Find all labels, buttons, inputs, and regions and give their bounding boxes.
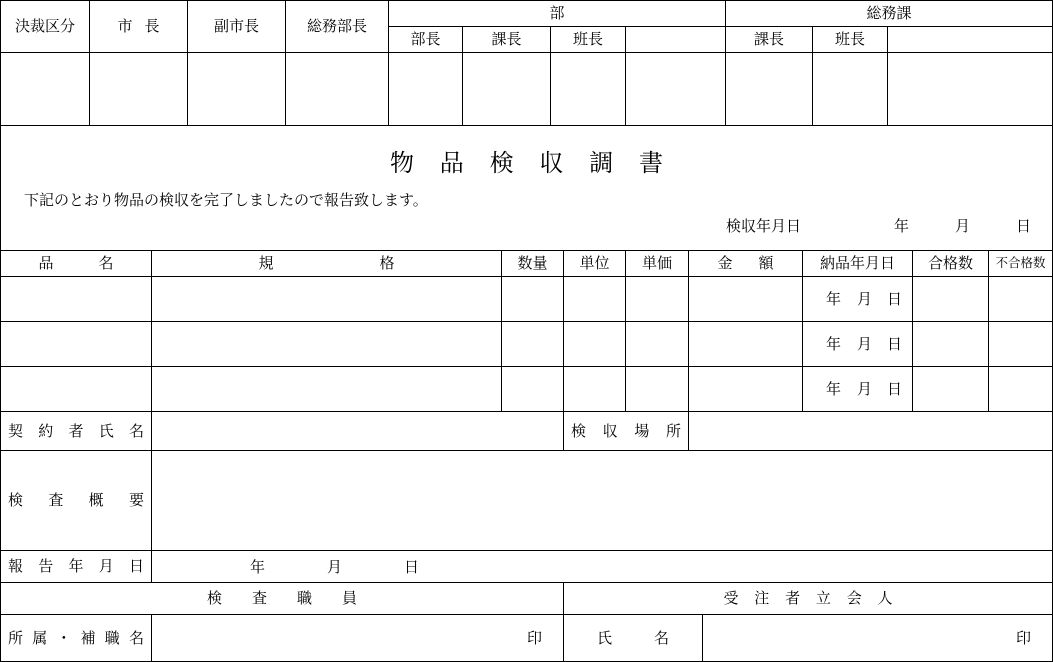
department-head-header: [388, 26, 463, 53]
department-team-leader-label: 班長: [572, 30, 603, 48]
unit-price-cell: [625, 321, 689, 367]
item-name-cell: [0, 276, 152, 322]
document-title: 物 品 検 収 調 書: [390, 149, 663, 177]
contractor-name-header: [0, 411, 152, 451]
passed-count-header: [912, 250, 989, 277]
department-section-chief-stamp-box: [462, 52, 551, 126]
witness-name-label: 氏 名: [597, 628, 669, 647]
delivery-year-unit: 年: [826, 335, 842, 353]
report-date-month-unit: 月: [327, 557, 343, 576]
mayor-header: [89, 0, 188, 53]
unit-price-header: [625, 250, 689, 277]
inspection-date-label: 検収年月日: [726, 217, 802, 235]
department-group-label: 部: [549, 4, 565, 22]
amount-header-label: 金 額: [717, 254, 774, 272]
department-section-chief-header: [462, 26, 551, 53]
failed-count-header: [988, 250, 1053, 277]
delivery-day-unit: 日: [887, 380, 903, 398]
quantity-cell: [501, 366, 564, 412]
quantity-cell: [501, 321, 564, 367]
affiliation-title-header: [0, 614, 152, 662]
report-date-year-unit: 年: [250, 557, 266, 576]
inspector-seal-mark: 印: [526, 629, 542, 647]
failed-count-header-label: 不合格数: [995, 255, 1046, 271]
passed-count-cell: [912, 321, 989, 367]
quantity-header: [501, 250, 564, 277]
division-group-header: [725, 0, 1053, 27]
unit-cell: [563, 276, 626, 322]
quantity-cell: [501, 276, 564, 322]
delivery-year-unit: 年: [826, 290, 842, 308]
delivery-date-cell: [802, 321, 913, 367]
unit-header-label: 単位: [579, 254, 610, 272]
passed-count-header-label: 合格数: [927, 254, 973, 272]
department-head-label: 部長: [410, 30, 441, 48]
unit-cell: [563, 366, 626, 412]
spec-cell: [151, 366, 502, 412]
division-team-leader-label: 班長: [834, 30, 865, 48]
delivery-date-cell: [802, 366, 913, 412]
division-section-chief-header: [725, 26, 813, 53]
amount-cell: [688, 366, 803, 412]
decision-category-stamp-box: [0, 52, 90, 126]
unit-header: [563, 250, 626, 277]
department-group-header: [388, 0, 726, 27]
delivery-date-header: [802, 250, 913, 277]
witness-seal-mark: 印: [1015, 629, 1031, 647]
item-name-header: [0, 250, 152, 277]
unit-price-cell: [625, 276, 689, 322]
delivery-day-unit: 日: [887, 290, 903, 308]
delivery-day-unit: 日: [887, 335, 903, 353]
completion-statement: 下記のとおり物品の検収を完了しましたので報告致します。: [24, 191, 428, 209]
decision-category-header: [0, 0, 90, 53]
division-section-chief-stamp-box: [725, 52, 813, 126]
inspection-date-month-unit: 月: [955, 217, 971, 235]
inspection-overview-label: 検 査 概 要: [8, 491, 144, 509]
report-date-label: 報 告 年 月 日: [8, 557, 144, 575]
spec-cell: [151, 276, 502, 322]
amount-header: [688, 250, 803, 277]
deputy-mayor-header: [187, 0, 286, 53]
division-team-leader-header: [812, 26, 888, 53]
department-head-stamp-box: [388, 52, 463, 126]
quantity-header-label: 数量: [517, 254, 548, 272]
inspection-date-year-unit: 年: [894, 217, 910, 235]
division-section-chief-label: 課長: [753, 30, 784, 48]
spec-header: [151, 250, 502, 277]
item-name-cell: [0, 321, 152, 367]
division-extra-stamp-box: [887, 52, 1053, 126]
report-date-field: [151, 550, 1053, 583]
delivery-date-header-label: 納品年月日: [819, 254, 895, 272]
department-extra-header: [625, 26, 726, 53]
inspection-place-header: [563, 411, 689, 451]
department-extra-stamp-box: [625, 52, 726, 126]
department-team-leader-header: [550, 26, 626, 53]
inspection-place-field: [688, 411, 1053, 451]
amount-cell: [688, 276, 803, 322]
decision-category-label: 決裁区分: [14, 17, 75, 35]
report-date-day-unit: 日: [404, 557, 420, 576]
division-extra-header: [887, 26, 1053, 53]
witness-name-header: [563, 614, 703, 662]
general-affairs-director-header: [285, 0, 389, 53]
item-name-cell: [0, 366, 152, 412]
failed-count-cell: [988, 366, 1053, 412]
unit-price-cell: [625, 366, 689, 412]
department-section-chief-label: 課長: [491, 30, 522, 48]
contractor-name-label: 契 約 者 氏 名: [8, 421, 144, 440]
delivery-month-unit: 月: [857, 335, 873, 353]
division-team-leader-stamp-box: [812, 52, 888, 126]
passed-count-cell: [912, 366, 989, 412]
unit-cell: [563, 321, 626, 367]
passed-count-cell: [912, 276, 989, 322]
inspection-place-label: 検 収 場 所: [571, 421, 681, 440]
amount-cell: [688, 321, 803, 367]
inspection-date-day-unit: 日: [1016, 217, 1032, 235]
delivery-month-unit: 月: [857, 290, 873, 308]
inspection-overview-field: [151, 450, 1053, 551]
witness-signature-field: [702, 614, 1053, 662]
unit-price-header-label: 単価: [641, 254, 672, 272]
inspector-section-label: 検 査 職 員: [207, 589, 357, 607]
deputy-mayor-label: 副市長: [213, 17, 259, 35]
department-team-leader-stamp-box: [550, 52, 626, 126]
general-affairs-director-stamp-box: [285, 52, 389, 126]
contractor-name-field: [151, 411, 564, 451]
report-date-header: [0, 550, 152, 583]
spec-cell: [151, 321, 502, 367]
failed-count-cell: [988, 276, 1053, 322]
delivery-month-unit: 月: [857, 380, 873, 398]
witness-section-label: 受 注 者 立 会 人: [723, 589, 893, 607]
deputy-mayor-stamp-box: [187, 52, 286, 126]
title-area: [0, 125, 1053, 251]
division-group-label: 総務課: [866, 4, 912, 22]
mayor-stamp-box: [89, 52, 188, 126]
inspection-overview-header: [0, 450, 152, 551]
failed-count-cell: [988, 321, 1053, 367]
item-name-header-label: 品 名: [38, 254, 114, 272]
inspector-section-header: [0, 582, 564, 615]
spec-header-label: 規 格: [258, 254, 395, 272]
delivery-year-unit: 年: [826, 380, 842, 398]
general-affairs-director-label: 総務部長: [306, 17, 367, 35]
delivery-date-cell: [802, 276, 913, 322]
witness-section-header: [563, 582, 1053, 615]
mayor-label: 市 長: [117, 17, 160, 35]
affiliation-title-label: 所 属 ・ 補 職 名: [8, 628, 144, 647]
inspector-signature-field: [151, 614, 564, 662]
